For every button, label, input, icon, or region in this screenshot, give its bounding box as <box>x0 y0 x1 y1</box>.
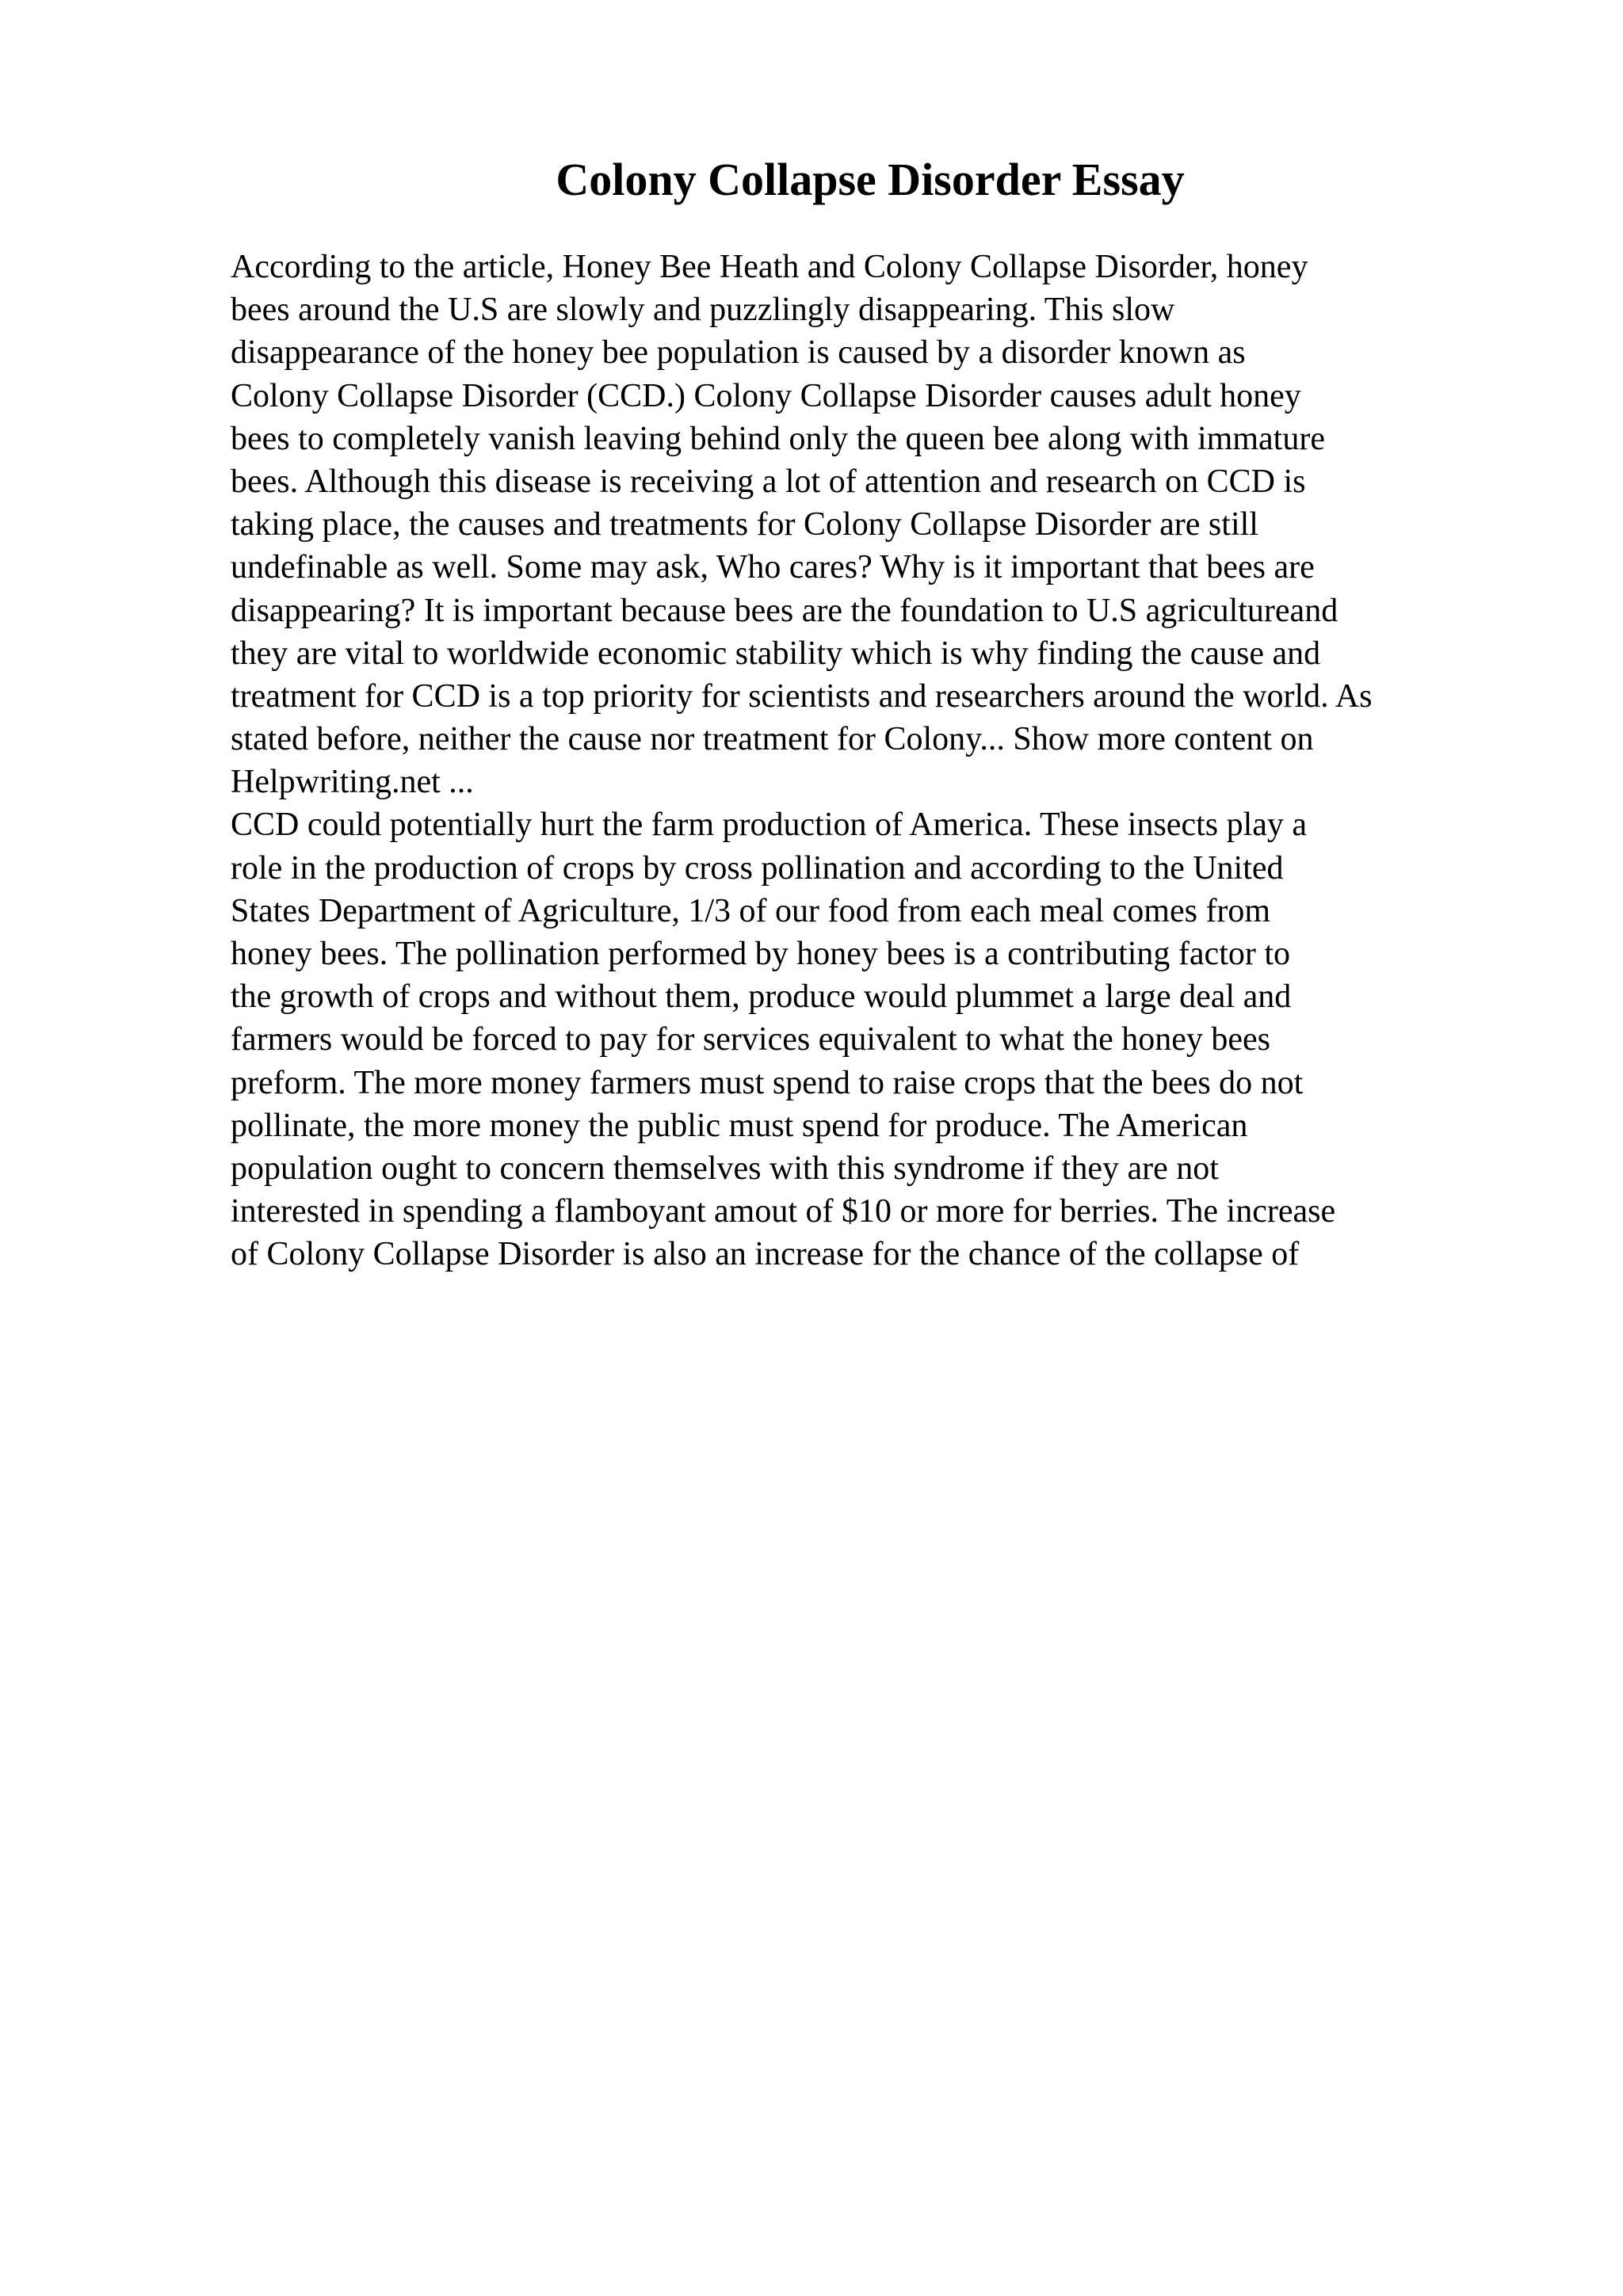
essay-line: treatment for CCD is a top priority for scientists and researchers around the world. As <box>231 677 1373 715</box>
essay-line: bees to completely vanish leaving behind only the queen bee along with immature <box>231 420 1325 457</box>
essay-line: the growth of crops and without them, produce would plummet a large deal and <box>231 978 1292 1016</box>
essay-line: population ought to concern themselves with this syndrome if they are not <box>231 1150 1219 1187</box>
essay-line: disappearance of the honey bee population is caused by a disorder known as <box>231 334 1246 372</box>
essay-line: bees around the U.S are slowly and puzzlingly disappearing. This slow <box>231 292 1175 329</box>
essay-line: undefinable as well. Some may ask, Who cares? Why is it important that bees are <box>231 549 1315 586</box>
essay-line: CCD could potentially hurt the farm production of America. These insects play a <box>231 807 1308 844</box>
essay-line: preform. The more money farmers must spend to raise crops that the bees do not <box>231 1064 1304 1101</box>
essay-line: stated before, neither the cause nor treatment for Colony... Show more content on <box>231 721 1314 758</box>
essay-line: farmers would be forced to pay for services equivalent to what the honey bees <box>231 1021 1271 1058</box>
essay-line: disappearing? It is important because bees are the foundation to U.S agricultureand <box>231 592 1338 629</box>
essay-line: Colony Collapse Disorder (CCD.) Colony Collapse Disorder causes adult honey <box>231 377 1301 414</box>
essay-line: bees. Although this disease is receiving a lot of attention and research on CCD is <box>231 463 1306 500</box>
essay-line: interested in spending a flamboyant amout of $10 or more for berries. The increase <box>231 1193 1336 1230</box>
essay-line: pollinate, the more money the public must spend for produce. The American <box>231 1107 1248 1144</box>
essay-line: they are vital to worldwide economic stability which is why finding the cause and <box>231 635 1321 672</box>
essay-body <box>231 246 1594 1276</box>
essay-line: taking place, the causes and treatments for Colony Collapse Disorder are still <box>231 506 1258 543</box>
essay-line: States Department of Agriculture, 1/3 of our food from each meal comes from <box>231 892 1271 929</box>
essay-line: honey bees. The pollination performed by honey bees is a contributing factor to <box>231 936 1291 972</box>
essay-line: According to the article, Honey Bee Heath and Colony Collapse Disorder, honey <box>231 249 1308 285</box>
essay-line: of Colony Collapse Disorder is also an increase for the chance of the collapse of <box>231 1236 1300 1273</box>
essay-line: role in the production of crops by cross pollination and according to the United <box>231 849 1284 887</box>
page-title: Colony Collapse Disorder Essay <box>556 154 1185 205</box>
essay-line: Helpwriting.net ... <box>231 764 474 801</box>
